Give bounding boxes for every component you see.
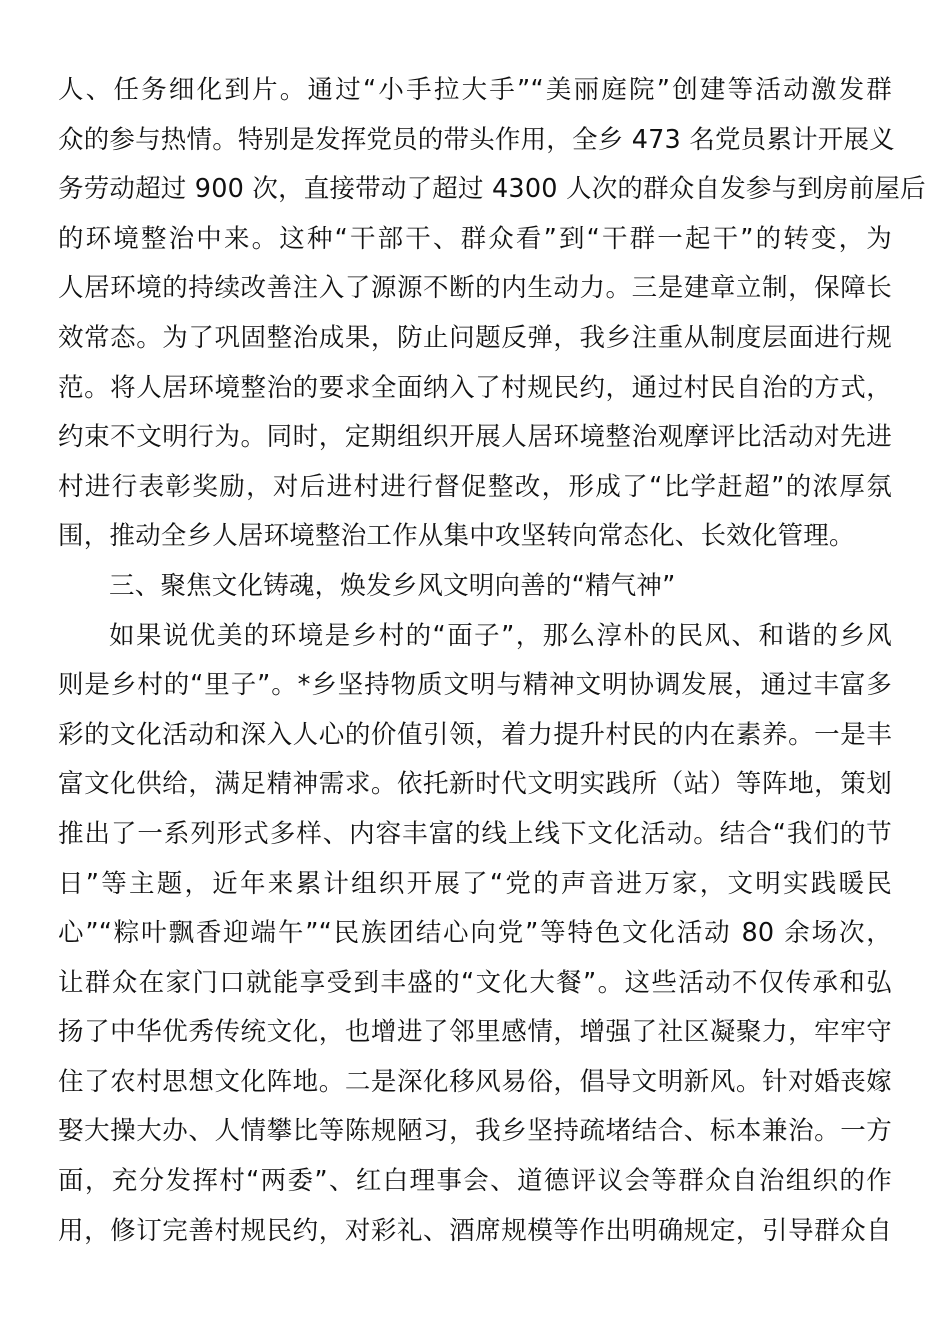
text-line: 人居环境的持续改善注入了源源不断的内生动力。三是建章立制，保障长 bbox=[58, 273, 892, 304]
text-line: 的环境整治中来。这种“干部干、群众看”到“干群一起干”的转变，为 bbox=[58, 223, 892, 254]
text-line: 推出了一系列形式多样、内容丰富的线上线下文化活动。结合“我们的节 bbox=[58, 818, 892, 849]
text-line: 扬了中华优秀传统文化，也增进了邻里感情，增强了社区凝聚力，牢牢守 bbox=[58, 1017, 892, 1048]
text-line: 住了农村思想文化阵地。二是深化移风易俗，倡导文明新风。针对婚丧嫁 bbox=[58, 1066, 892, 1097]
section-heading: 三、聚焦文化铸魂，焕发乡风文明向善的“精气神” bbox=[109, 570, 676, 601]
text-line: 村进行表彰奖励，对后进村进行督促整改，形成了“比学赶超”的浓厚氛 bbox=[58, 471, 892, 502]
paragraph-culture bbox=[58, 612, 892, 1257]
text-line: 面，充分发挥村“两委”、红白理事会、道德评议会等群众自治组织的作 bbox=[58, 1166, 892, 1197]
text-line: 效常态。为了巩固整治成果，防止问题反弹，我乡注重从制度层面进行规 bbox=[58, 322, 892, 353]
text-line: 务劳动超过 900 次，直接带动了超过 4300 人次的群众自发参与到房前屋后 bbox=[58, 174, 926, 205]
paragraph-environment bbox=[58, 66, 926, 562]
text-line: 富文化供给，满足精神需求。依托新时代文明实践所（站）等阵地，策划 bbox=[58, 769, 892, 800]
text-line: 范。将人居环境整治的要求全面纳入了村规民约，通过村民自治的方式， bbox=[58, 372, 892, 403]
text-line: 心”“粽叶飘香迎端午”“民族团结心向党”等特色文化活动 80 余场次， bbox=[58, 918, 892, 949]
text-line: 人、任务细化到片。通过“小手拉大手”“美丽庭院”创建等活动激发群 bbox=[58, 75, 892, 105]
document-page bbox=[58, 66, 926, 1256]
text-line: 则是乡村的“里子”。*乡坚持物质文明与精神文明协调发展，通过丰富多 bbox=[58, 670, 892, 701]
text-line: 众的参与热情。特别是发挥党员的带头作用，全乡 473 名党员累计开展义 bbox=[58, 124, 895, 155]
text-line: 彩的文化活动和深入人心的价值引领，着力提升村民的内在素养。一是丰 bbox=[58, 719, 892, 750]
text-line: 娶大操大办、人情攀比等陈规陋习，我乡坚持疏堵结合、标本兼治。一方 bbox=[58, 1116, 892, 1147]
text-line: 日”等主题，近年来累计组织开展了“党的声音进万家，文明实践暖民 bbox=[58, 868, 892, 899]
text-line: 用，修订完善村规民约，对彩礼、酒席规模等作出明确规定，引导群众自 bbox=[58, 1215, 892, 1246]
text-line: 约束不文明行为。同时，定期组织开展人居环境整治观摩评比活动对先进 bbox=[58, 422, 892, 453]
text-line: 如果说优美的环境是乡村的“面子”，那么淳朴的民风、和谐的乡风 bbox=[109, 620, 892, 651]
text-line: 让群众在家门口就能享受到丰盛的“文化大餐”。这些活动不仅传承和弘 bbox=[58, 967, 892, 998]
text-line: 围，推动全乡人居环境整治工作从集中攻坚转向常态化、长效化管理。 bbox=[58, 521, 855, 552]
